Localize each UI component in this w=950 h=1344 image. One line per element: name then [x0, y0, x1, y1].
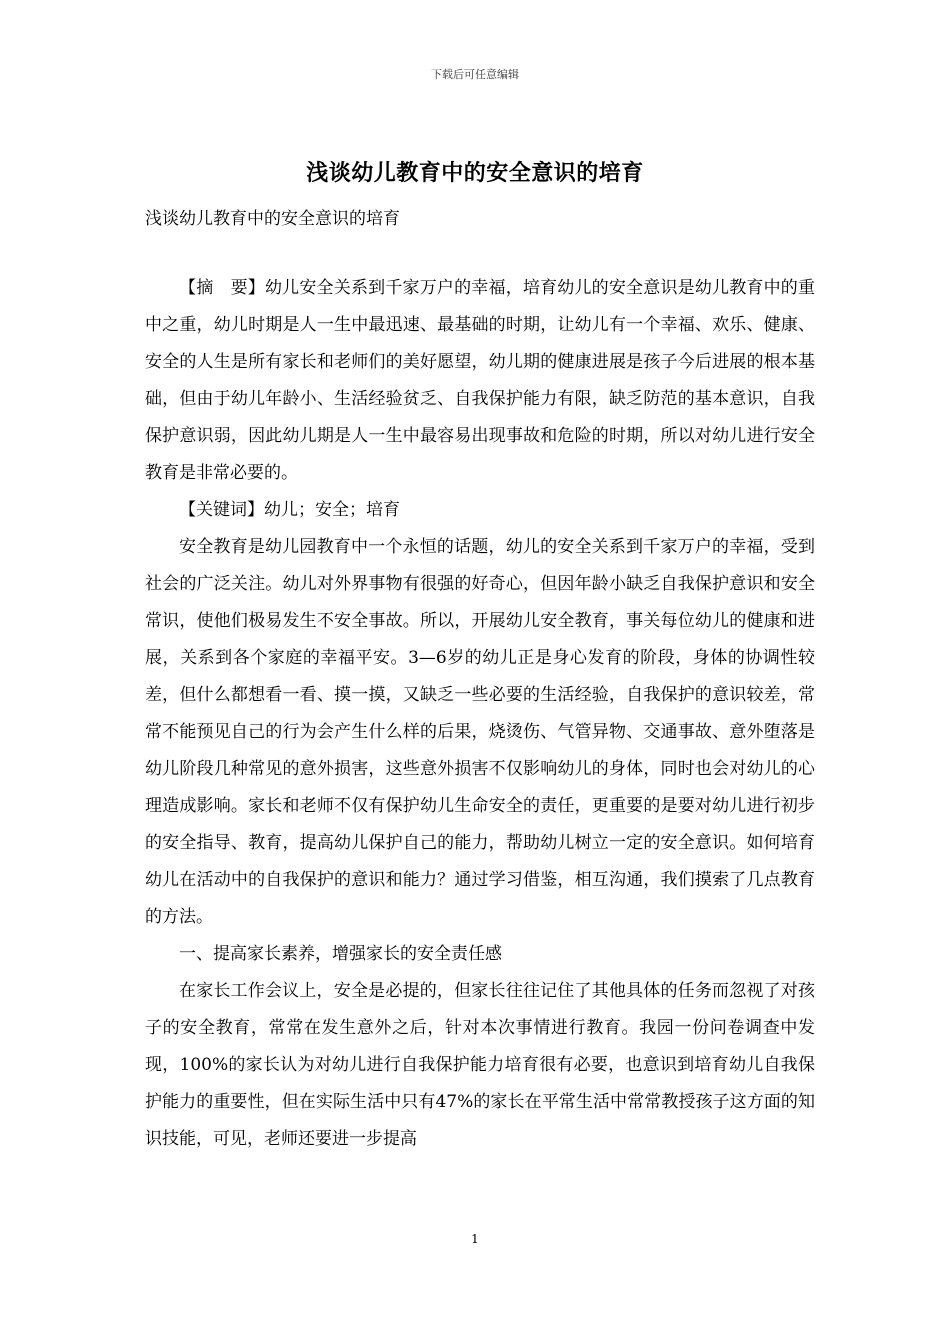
page-number: 1 [471, 1232, 479, 1246]
keywords-paragraph: 【关键词】幼儿；安全；培育 [179, 500, 400, 520]
header-note: 下载后可任意编辑 [431, 68, 519, 81]
document-subtitle: 浅谈幼儿教育中的安全意识的培育 [145, 209, 400, 229]
body-paragraph: 在家长工作会议上，安全是必提的，但家长往往记住了其他具体的任务而忽视了对孩子的安全教育，常常在发生意外之后，针对本次事情进行教育。我园一份问卷调查中发现，100%的家长认为对幼儿进行自我保护能力培育很有必要，也意识到培育幼儿自我保护能力的重要性，但在实际生活中只有47%的家长在平常生活中常常教授孩子这方面的知识技能，可见，老师还要进一步提高 [145, 981, 815, 1149]
document-body [145, 270, 815, 1158]
abstract-paragraph: 【摘 要】幼儿安全关系到千家万户的幸福，培育幼儿的安全意识是幼儿教育中的重中之重，幼儿时期是人一生中最迅速、最基础的时期，让幼儿有一个幸福、欢乐、健康、安全的人生是所有家长和老师们的美好愿望，幼儿期的健康进展是孩子今后进展的根本基础，但由于幼儿年龄小、生活经验贫乏、自我保护能力有限，缺乏防范的基本意识，自我保护意识弱，因此幼儿期是人一生中最容易出现事故和危险的时期，所以对幼儿进行安全教育是非常必要的。 [145, 278, 815, 483]
document-title: 浅谈幼儿教育中的安全意识的培育 [306, 160, 644, 186]
section-heading: 一、提高家长素养，增强家长的安全责任感 [179, 944, 502, 964]
body-paragraph: 安全教育是幼儿园教育中一个永恒的话题，幼儿的安全关系到千家万户的幸福，受到社会的广泛关注。幼儿对外界事物有很强的好奇心，但因年龄小缺乏自我保护意识和安全常识，使他们极易发生不安全事故。所以，开展幼儿安全教育，事关每位幼儿的健康和进展，关系到各个家庭的幸福平安。3—6岁的幼儿正是身心发育的阶段，身体的协调性较差，但什么都想看一看、摸一摸，又缺乏一些必要的生活经验，自我保护的意识较差，常常不能预见自己的行为会产生什么样的后果，烧烫伤、气管异物、交通事故、意外堕落是幼儿阶段几种常见的意外损害，这些意外损害不仅影响幼儿的身体，同时也会对幼儿的心理造成影响。家长和老师不仅有保护幼儿生命安全的责任，更重要的是要对幼儿进行初步的安全指导、教育，提高幼儿保护自己的能力，帮助幼儿树立一定的安全意识。如何培育幼儿在活动中的自我保护的意识和能力？通过学习借鉴，相互沟通，我们摸索了几点教育的方法。 [145, 537, 815, 927]
